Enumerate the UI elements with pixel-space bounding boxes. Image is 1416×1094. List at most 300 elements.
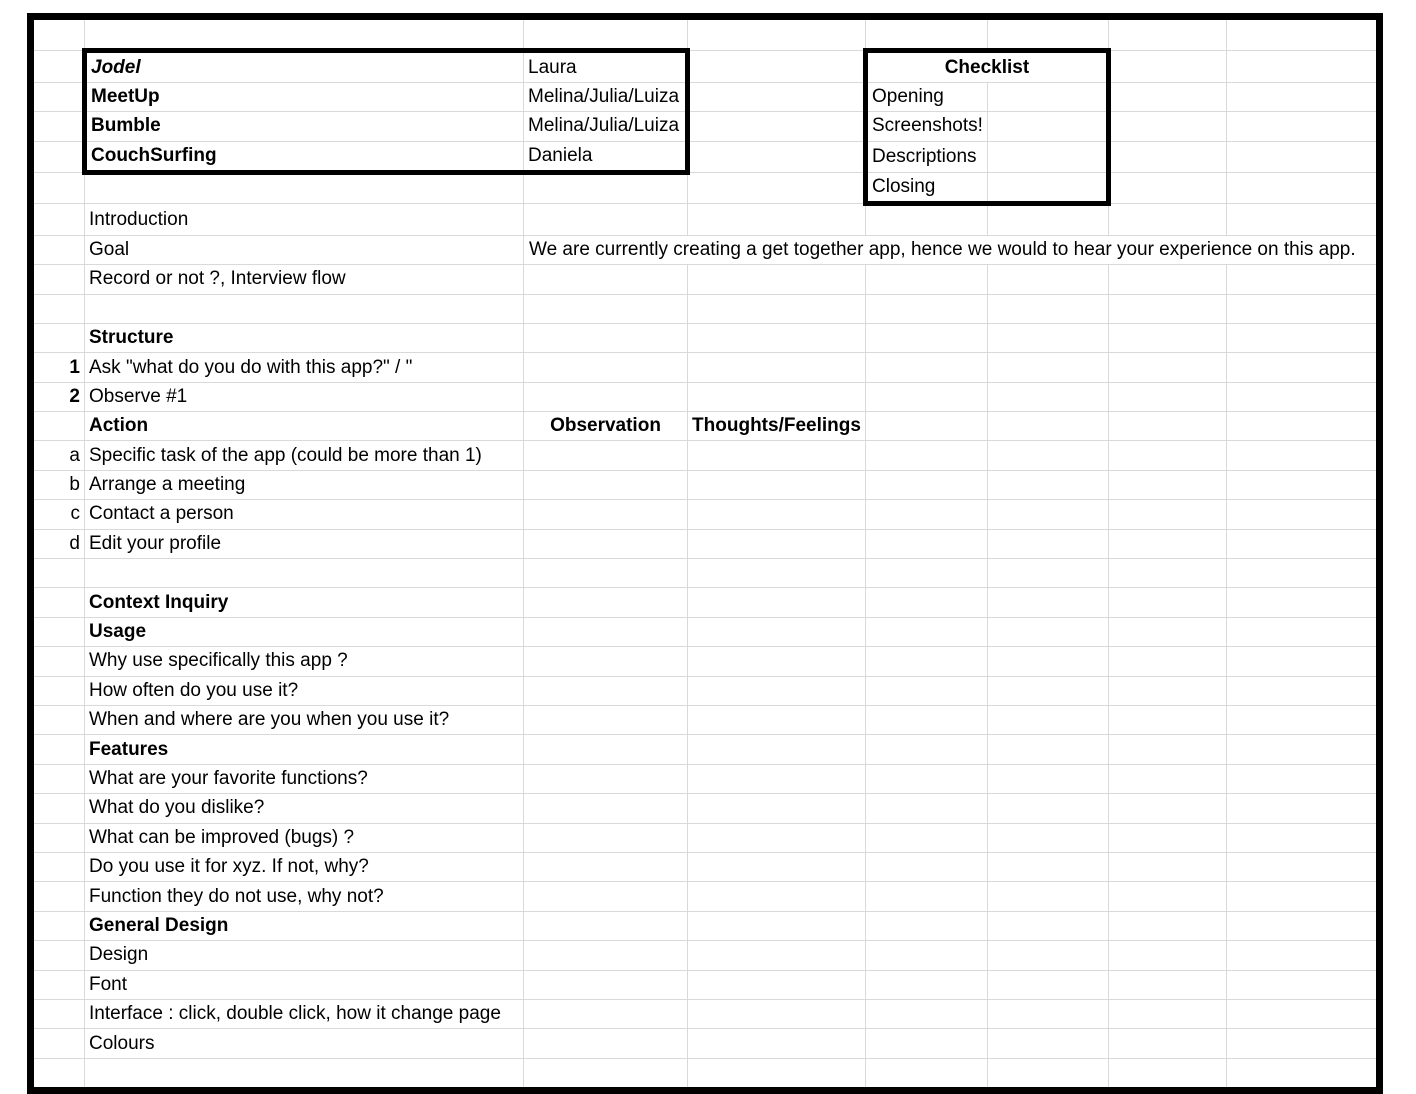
- empty-cell[interactable]: [524, 441, 688, 470]
- empty-cell[interactable]: [866, 764, 988, 793]
- empty-cell[interactable]: [688, 823, 866, 852]
- empty-cell[interactable]: [987, 764, 1108, 793]
- empty-cell[interactable]: [1226, 705, 1379, 734]
- empty-cell[interactable]: [524, 323, 688, 352]
- grid-row: [31, 294, 1380, 323]
- empty-cell[interactable]: [1108, 1029, 1226, 1058]
- empty-cell[interactable]: [1108, 617, 1226, 646]
- empty-cell[interactable]: [524, 294, 688, 323]
- empty-cell[interactable]: [688, 764, 866, 793]
- empty-cell[interactable]: [1226, 735, 1379, 764]
- empty-cell[interactable]: [688, 82, 866, 111]
- empty-cell[interactable]: [1108, 529, 1226, 558]
- section-label-cell[interactable]: Record or not ?, Interview flow: [85, 265, 524, 294]
- empty-cell[interactable]: [85, 559, 524, 588]
- empty-cell[interactable]: [987, 617, 1108, 646]
- empty-cell[interactable]: [524, 882, 688, 911]
- empty-cell[interactable]: [987, 999, 1108, 1028]
- section-label-cell[interactable]: Introduction: [85, 204, 524, 235]
- empty-cell[interactable]: [866, 823, 988, 852]
- empty-cell[interactable]: [1108, 705, 1226, 734]
- empty-cell[interactable]: [1108, 970, 1226, 999]
- question-cell[interactable]: What are your favorite functions?: [85, 764, 524, 793]
- empty-cell[interactable]: [1108, 470, 1226, 499]
- empty-cell[interactable]: [866, 204, 988, 235]
- empty-cell[interactable]: [1226, 588, 1379, 617]
- empty-cell[interactable]: [1226, 676, 1379, 705]
- empty-cell[interactable]: [1108, 1058, 1226, 1090]
- empty-cell[interactable]: [1108, 500, 1226, 529]
- grid-row: [31, 82, 1380, 111]
- empty-cell[interactable]: [31, 412, 85, 441]
- empty-cell[interactable]: [1108, 172, 1226, 203]
- empty-cell[interactable]: [524, 617, 688, 646]
- empty-cell[interactable]: [1226, 265, 1379, 294]
- subsection-heading-cell[interactable]: Usage: [85, 617, 524, 646]
- empty-cell[interactable]: [866, 617, 988, 646]
- empty-cell[interactable]: [31, 911, 85, 940]
- empty-cell[interactable]: [31, 647, 85, 676]
- empty-cell[interactable]: [524, 1058, 688, 1090]
- empty-cell[interactable]: [866, 17, 988, 51]
- section-heading-cell[interactable]: Structure: [85, 323, 524, 352]
- grid-row: [31, 911, 1380, 940]
- subsection-heading-cell[interactable]: Features: [85, 735, 524, 764]
- goal-text-cell[interactable]: We are currently creating a get together app, hence we would to hear your experience on this app.: [524, 235, 1380, 264]
- empty-cell[interactable]: [1226, 529, 1379, 558]
- empty-cell[interactable]: [524, 705, 688, 734]
- empty-cell[interactable]: [1108, 441, 1226, 470]
- empty-cell[interactable]: [31, 559, 85, 588]
- empty-cell[interactable]: [688, 1058, 866, 1090]
- empty-cell[interactable]: [866, 382, 988, 411]
- grid-row: [31, 852, 1380, 881]
- empty-cell[interactable]: [688, 51, 866, 82]
- empty-cell[interactable]: [31, 999, 85, 1028]
- empty-cell[interactable]: [1108, 764, 1226, 793]
- empty-cell[interactable]: [688, 500, 866, 529]
- empty-cell[interactable]: [866, 412, 988, 441]
- empty-cell[interactable]: [866, 265, 988, 294]
- empty-cell[interactable]: [866, 500, 988, 529]
- empty-cell[interactable]: [31, 617, 85, 646]
- empty-cell[interactable]: [1226, 500, 1379, 529]
- empty-cell[interactable]: [1108, 735, 1226, 764]
- empty-cell[interactable]: [688, 676, 866, 705]
- empty-cell[interactable]: [31, 588, 85, 617]
- empty-cell[interactable]: [987, 941, 1108, 970]
- checklist-item-cell[interactable]: Closing: [866, 172, 988, 203]
- empty-cell[interactable]: [524, 647, 688, 676]
- empty-cell[interactable]: [524, 470, 688, 499]
- empty-cell[interactable]: [524, 999, 688, 1028]
- empty-cell[interactable]: [866, 1058, 988, 1090]
- empty-cell[interactable]: [688, 1029, 866, 1058]
- empty-cell[interactable]: [688, 735, 866, 764]
- thoughts-feelings-header-cell[interactable]: Thoughts/Feelings: [688, 412, 866, 441]
- grid-row: [31, 1058, 1380, 1090]
- empty-cell[interactable]: [1226, 294, 1379, 323]
- app-name-cell[interactable]: Bumble: [85, 112, 524, 141]
- empty-cell[interactable]: [31, 82, 85, 111]
- empty-cell[interactable]: [688, 323, 866, 352]
- empty-cell[interactable]: [688, 470, 866, 499]
- empty-cell[interactable]: [31, 51, 85, 82]
- empty-cell[interactable]: [31, 1058, 85, 1090]
- empty-cell[interactable]: [1226, 617, 1379, 646]
- app-name-cell[interactable]: MeetUp: [85, 82, 524, 111]
- empty-cell[interactable]: [1226, 794, 1379, 823]
- grid-row: [31, 441, 1380, 470]
- empty-cell[interactable]: [987, 412, 1108, 441]
- empty-cell[interactable]: [1226, 204, 1379, 235]
- step-text-cell[interactable]: Ask "what do you do with this app?" / ": [85, 353, 524, 382]
- empty-cell[interactable]: [987, 353, 1108, 382]
- empty-cell[interactable]: [31, 735, 85, 764]
- empty-cell[interactable]: [524, 941, 688, 970]
- empty-cell[interactable]: [1226, 112, 1379, 141]
- empty-cell[interactable]: [688, 382, 866, 411]
- step-number-cell[interactable]: 1: [31, 353, 85, 382]
- grid-row: [31, 141, 1380, 172]
- empty-cell[interactable]: [987, 204, 1108, 235]
- empty-cell[interactable]: [688, 941, 866, 970]
- empty-cell[interactable]: [524, 1029, 688, 1058]
- section-label-cell[interactable]: Goal: [85, 235, 524, 264]
- action-letter-cell[interactable]: a: [31, 441, 85, 470]
- question-cell[interactable]: When and where are you when you use it?: [85, 705, 524, 734]
- empty-cell[interactable]: [1108, 823, 1226, 852]
- empty-cell[interactable]: [1226, 141, 1379, 172]
- empty-cell[interactable]: [524, 500, 688, 529]
- action-text-cell[interactable]: Contact a person: [85, 500, 524, 529]
- empty-cell[interactable]: [31, 112, 85, 141]
- action-letter-cell[interactable]: b: [31, 470, 85, 499]
- empty-cell[interactable]: [1226, 412, 1379, 441]
- empty-cell[interactable]: [987, 559, 1108, 588]
- empty-cell[interactable]: [1226, 970, 1379, 999]
- empty-cell[interactable]: [987, 529, 1108, 558]
- empty-cell[interactable]: [688, 559, 866, 588]
- empty-cell[interactable]: [688, 204, 866, 235]
- empty-cell[interactable]: [1108, 353, 1226, 382]
- empty-cell[interactable]: [1108, 141, 1226, 172]
- empty-cell[interactable]: [866, 999, 988, 1028]
- empty-cell[interactable]: [524, 353, 688, 382]
- grid-row: [31, 794, 1380, 823]
- grid-row: [31, 17, 1380, 51]
- empty-cell[interactable]: [688, 112, 866, 141]
- checklist-status-cell[interactable]: [987, 172, 1108, 203]
- empty-cell[interactable]: [688, 141, 866, 172]
- empty-cell[interactable]: [31, 852, 85, 881]
- empty-cell[interactable]: [866, 705, 988, 734]
- empty-cell[interactable]: [1226, 882, 1379, 911]
- empty-cell[interactable]: [688, 529, 866, 558]
- empty-cell[interactable]: [31, 705, 85, 734]
- empty-cell[interactable]: [524, 676, 688, 705]
- checklist-status-cell[interactable]: [987, 112, 1108, 141]
- question-cell[interactable]: Font: [85, 970, 524, 999]
- empty-cell[interactable]: [866, 529, 988, 558]
- empty-cell[interactable]: [1226, 852, 1379, 881]
- empty-cell[interactable]: [31, 17, 85, 51]
- interviewer-cell[interactable]: Melina/Julia/Luiza: [524, 112, 688, 141]
- empty-cell[interactable]: [866, 323, 988, 352]
- question-cell[interactable]: What do you dislike?: [85, 794, 524, 823]
- empty-cell[interactable]: [688, 617, 866, 646]
- empty-cell[interactable]: [524, 970, 688, 999]
- empty-cell[interactable]: [31, 676, 85, 705]
- empty-cell[interactable]: [524, 529, 688, 558]
- empty-cell[interactable]: [987, 794, 1108, 823]
- step-number-cell[interactable]: 2: [31, 382, 85, 411]
- empty-cell[interactable]: [1108, 588, 1226, 617]
- empty-cell[interactable]: [1108, 676, 1226, 705]
- empty-cell[interactable]: [866, 441, 988, 470]
- empty-cell[interactable]: [987, 882, 1108, 911]
- empty-cell[interactable]: [987, 1058, 1108, 1090]
- question-cell[interactable]: Design: [85, 941, 524, 970]
- empty-cell[interactable]: [31, 204, 85, 235]
- action-header-cell[interactable]: Action: [85, 412, 524, 441]
- empty-cell[interactable]: [524, 911, 688, 940]
- empty-cell[interactable]: [31, 823, 85, 852]
- empty-cell[interactable]: [987, 294, 1108, 323]
- empty-cell[interactable]: [1226, 941, 1379, 970]
- empty-cell[interactable]: [987, 441, 1108, 470]
- grid-row: [31, 204, 1380, 235]
- empty-cell[interactable]: [866, 559, 988, 588]
- empty-cell[interactable]: [1108, 382, 1226, 411]
- action-text-cell[interactable]: Specific task of the app (could be more than 1): [85, 441, 524, 470]
- empty-cell[interactable]: [524, 559, 688, 588]
- empty-cell[interactable]: [1226, 17, 1379, 51]
- empty-cell[interactable]: [987, 1029, 1108, 1058]
- empty-cell[interactable]: [524, 823, 688, 852]
- empty-cell[interactable]: [524, 17, 688, 51]
- empty-cell[interactable]: [31, 265, 85, 294]
- empty-cell[interactable]: [1226, 911, 1379, 940]
- grid-row: [31, 235, 1380, 264]
- empty-cell[interactable]: [688, 588, 866, 617]
- empty-cell[interactable]: [987, 500, 1108, 529]
- empty-cell[interactable]: [31, 1029, 85, 1058]
- action-letter-cell[interactable]: c: [31, 500, 85, 529]
- empty-cell[interactable]: [987, 265, 1108, 294]
- empty-cell[interactable]: [1108, 294, 1226, 323]
- question-cell[interactable]: What can be improved (bugs) ?: [85, 823, 524, 852]
- empty-cell[interactable]: [1226, 382, 1379, 411]
- action-letter-cell[interactable]: d: [31, 529, 85, 558]
- empty-cell[interactable]: [866, 676, 988, 705]
- empty-cell[interactable]: [866, 735, 988, 764]
- empty-cell[interactable]: [1226, 647, 1379, 676]
- empty-cell[interactable]: [31, 141, 85, 172]
- empty-cell[interactable]: [1108, 265, 1226, 294]
- interviewer-cell[interactable]: Daniela: [524, 141, 688, 172]
- empty-cell[interactable]: [1226, 823, 1379, 852]
- empty-cell[interactable]: [31, 970, 85, 999]
- empty-cell[interactable]: [688, 882, 866, 911]
- empty-cell[interactable]: [987, 970, 1108, 999]
- empty-cell[interactable]: [524, 764, 688, 793]
- empty-cell[interactable]: [31, 941, 85, 970]
- grid-row: [31, 676, 1380, 705]
- empty-cell[interactable]: [1108, 852, 1226, 881]
- observation-header-cell[interactable]: Observation: [524, 412, 688, 441]
- empty-cell[interactable]: [688, 705, 866, 734]
- question-cell[interactable]: Interface : click, double click, how it change page: [85, 999, 524, 1028]
- empty-cell[interactable]: [866, 647, 988, 676]
- empty-cell[interactable]: [1226, 1058, 1379, 1090]
- empty-cell[interactable]: [866, 941, 988, 970]
- interviewer-cell[interactable]: Melina/Julia/Luiza: [524, 82, 688, 111]
- empty-cell[interactable]: [987, 735, 1108, 764]
- empty-cell[interactable]: [1226, 441, 1379, 470]
- checklist-item-cell[interactable]: Screenshots!: [866, 112, 988, 141]
- empty-cell[interactable]: [85, 17, 524, 51]
- empty-cell[interactable]: [866, 588, 988, 617]
- empty-cell[interactable]: [688, 911, 866, 940]
- empty-cell[interactable]: [1108, 882, 1226, 911]
- empty-cell[interactable]: [1226, 323, 1379, 352]
- question-cell[interactable]: Function they do not use, why not?: [85, 882, 524, 911]
- empty-cell[interactable]: [1108, 51, 1226, 82]
- empty-cell[interactable]: [987, 911, 1108, 940]
- empty-cell[interactable]: [1226, 1029, 1379, 1058]
- empty-cell[interactable]: [1108, 941, 1226, 970]
- empty-cell[interactable]: [31, 235, 85, 264]
- empty-cell[interactable]: [85, 1058, 524, 1090]
- empty-cell[interactable]: [31, 323, 85, 352]
- empty-cell[interactable]: [524, 172, 688, 203]
- empty-cell[interactable]: [524, 735, 688, 764]
- empty-cell[interactable]: [866, 852, 988, 881]
- empty-cell[interactable]: [1108, 412, 1226, 441]
- empty-cell[interactable]: [866, 470, 988, 499]
- empty-cell[interactable]: [1226, 470, 1379, 499]
- empty-cell[interactable]: [866, 294, 988, 323]
- empty-cell[interactable]: [524, 382, 688, 411]
- empty-cell[interactable]: [688, 970, 866, 999]
- empty-cell[interactable]: [1108, 999, 1226, 1028]
- subsection-heading-cell[interactable]: General Design: [85, 911, 524, 940]
- empty-cell[interactable]: [1226, 764, 1379, 793]
- checklist-status-cell[interactable]: [987, 82, 1108, 111]
- step-text-cell[interactable]: Observe #1: [85, 382, 524, 411]
- empty-cell[interactable]: [1226, 559, 1379, 588]
- grid-row: [31, 412, 1380, 441]
- empty-cell[interactable]: [524, 204, 688, 235]
- empty-cell[interactable]: [85, 294, 524, 323]
- empty-cell[interactable]: [866, 1029, 988, 1058]
- empty-cell[interactable]: [1108, 794, 1226, 823]
- empty-cell[interactable]: [688, 441, 866, 470]
- empty-cell[interactable]: [1108, 112, 1226, 141]
- checklist-item-cell[interactable]: Opening: [866, 82, 988, 111]
- empty-cell[interactable]: [987, 588, 1108, 617]
- empty-cell[interactable]: [866, 911, 988, 940]
- question-cell[interactable]: Why use specifically this app ?: [85, 647, 524, 676]
- empty-cell[interactable]: [524, 265, 688, 294]
- empty-cell[interactable]: [987, 705, 1108, 734]
- empty-cell[interactable]: [688, 794, 866, 823]
- empty-cell[interactable]: [866, 794, 988, 823]
- empty-cell[interactable]: [987, 823, 1108, 852]
- empty-cell[interactable]: [987, 17, 1108, 51]
- grid-row: [31, 382, 1380, 411]
- empty-cell[interactable]: [866, 970, 988, 999]
- checklist-status-cell[interactable]: [987, 141, 1108, 172]
- empty-cell[interactable]: [688, 17, 866, 51]
- empty-cell[interactable]: [31, 882, 85, 911]
- empty-cell[interactable]: [524, 794, 688, 823]
- empty-cell[interactable]: [1108, 323, 1226, 352]
- empty-cell[interactable]: [987, 470, 1108, 499]
- empty-cell[interactable]: [688, 172, 866, 203]
- empty-cell[interactable]: [31, 794, 85, 823]
- empty-cell[interactable]: [31, 294, 85, 323]
- empty-cell[interactable]: [688, 647, 866, 676]
- app-name-cell[interactable]: CouchSurfing: [85, 141, 524, 172]
- empty-cell[interactable]: [1108, 17, 1226, 51]
- empty-cell[interactable]: [688, 852, 866, 881]
- empty-cell[interactable]: [1108, 647, 1226, 676]
- question-cell[interactable]: How often do you use it?: [85, 676, 524, 705]
- empty-cell[interactable]: [987, 852, 1108, 881]
- empty-cell[interactable]: [1226, 51, 1379, 82]
- empty-cell[interactable]: [524, 852, 688, 881]
- empty-cell[interactable]: [1226, 353, 1379, 382]
- empty-cell[interactable]: [85, 172, 524, 203]
- action-text-cell[interactable]: Edit your profile: [85, 529, 524, 558]
- action-text-cell[interactable]: Arrange a meeting: [85, 470, 524, 499]
- empty-cell[interactable]: [1108, 911, 1226, 940]
- empty-cell[interactable]: [987, 647, 1108, 676]
- empty-cell[interactable]: [866, 353, 988, 382]
- empty-cell[interactable]: [866, 882, 988, 911]
- empty-cell[interactable]: [688, 294, 866, 323]
- app-name-cell[interactable]: Jodel: [85, 51, 524, 82]
- empty-cell[interactable]: [987, 323, 1108, 352]
- empty-cell[interactable]: [1226, 999, 1379, 1028]
- checklist-item-cell[interactable]: Descriptions: [866, 141, 988, 172]
- empty-cell[interactable]: [524, 588, 688, 617]
- empty-cell[interactable]: [1108, 82, 1226, 111]
- section-heading-cell[interactable]: Context Inquiry: [85, 588, 524, 617]
- grid-row: [31, 764, 1380, 793]
- empty-cell[interactable]: [1226, 82, 1379, 111]
- empty-cell[interactable]: [31, 172, 85, 203]
- interviewer-cell[interactable]: Laura: [524, 51, 688, 82]
- checklist-title-cell[interactable]: Checklist: [866, 51, 1109, 82]
- empty-cell[interactable]: [1226, 172, 1379, 203]
- empty-cell[interactable]: [688, 999, 866, 1028]
- empty-cell[interactable]: [688, 353, 866, 382]
- empty-cell[interactable]: [987, 382, 1108, 411]
- empty-cell[interactable]: [1108, 559, 1226, 588]
- empty-cell[interactable]: [688, 265, 866, 294]
- empty-cell[interactable]: [1108, 204, 1226, 235]
- empty-cell[interactable]: [31, 764, 85, 793]
- question-cell[interactable]: Do you use it for xyz. If not, why?: [85, 852, 524, 881]
- question-cell[interactable]: Colours: [85, 1029, 524, 1058]
- grid-row: [31, 705, 1380, 734]
- empty-cell[interactable]: [987, 676, 1108, 705]
- grid-row: [31, 500, 1380, 529]
- grid-row: [31, 51, 1380, 82]
